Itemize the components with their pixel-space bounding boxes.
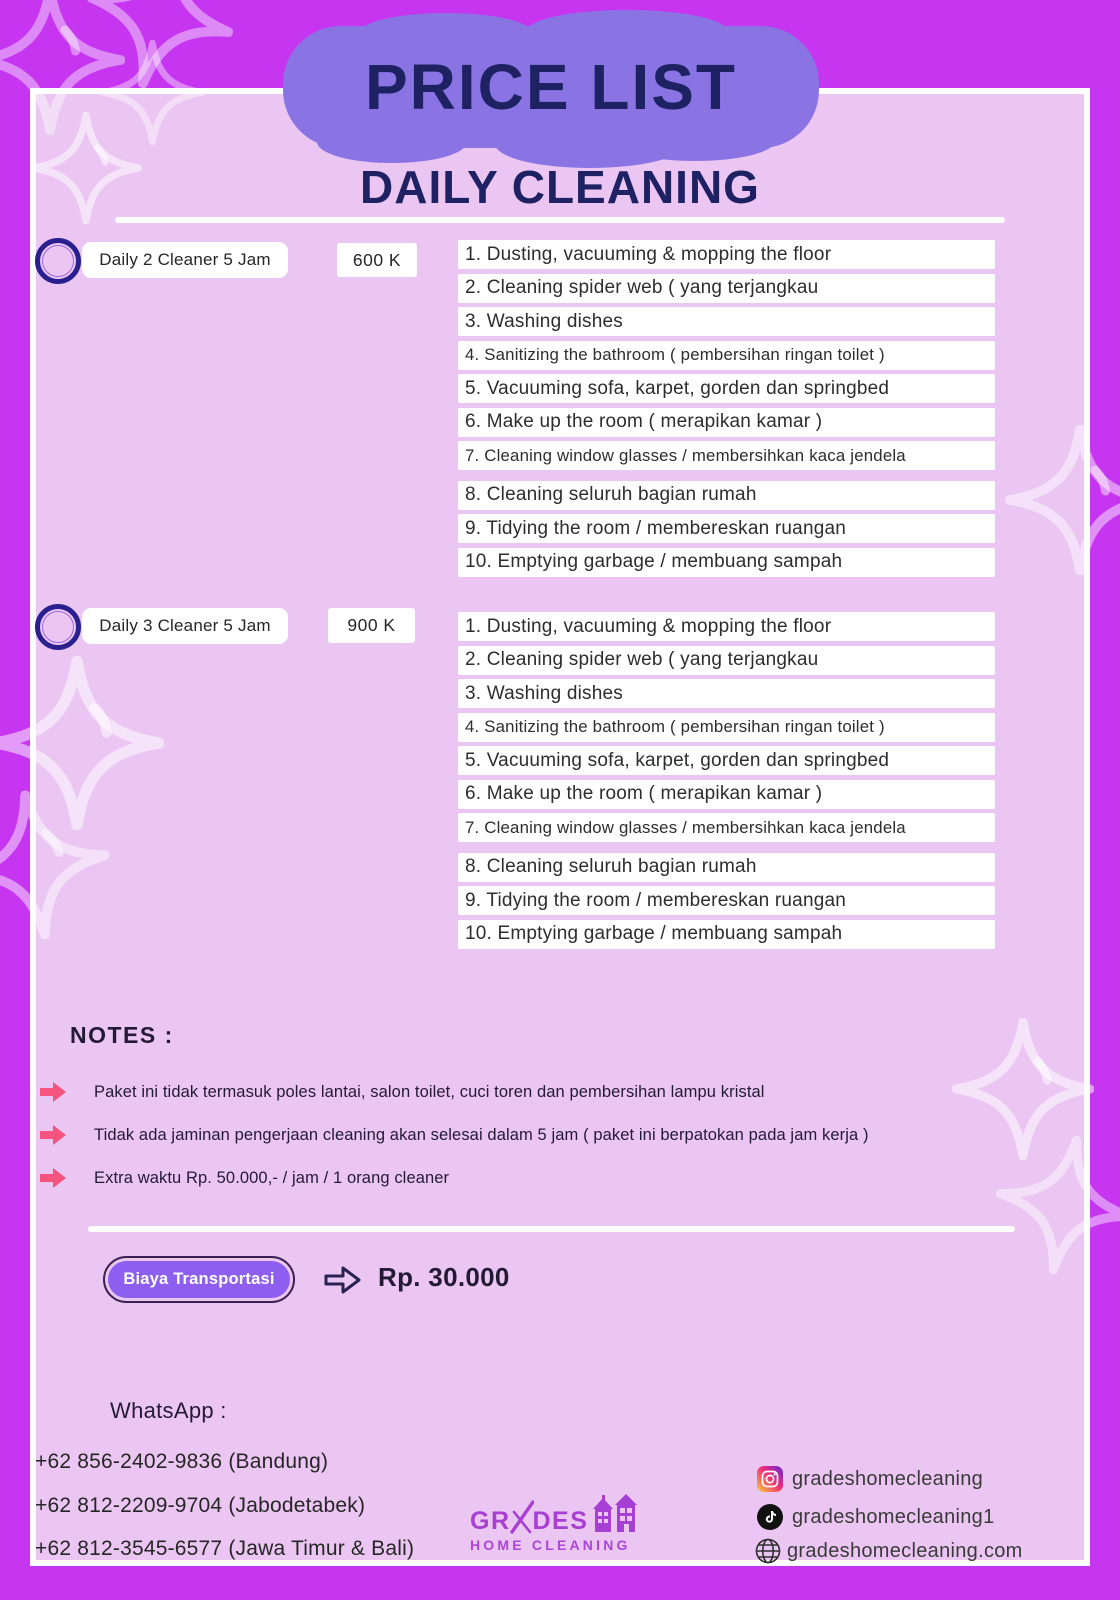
biaya-transportasi-button[interactable]	[103, 1256, 295, 1303]
package-1-bullet-circle	[35, 238, 81, 284]
service-item: 5. Vacuuming sofa, karpet, gorden dan springbed	[458, 746, 995, 775]
note-text: Tidak ada jaminan pengerjaan cleaning akan selesai dalam 5 jam ( paket ini berpatokan pada jam kerja )	[94, 1125, 869, 1144]
note-text: Paket ini tidak termasuk poles lantai, salon toilet, cuci toren dan pembersihan lampu kristal	[94, 1082, 765, 1101]
instagram-handle: gradeshomecleaning	[792, 1467, 984, 1490]
arrow-right-outline-icon	[322, 1262, 364, 1303]
service-item: 9. Tidying the room / membereskan ruangan	[458, 514, 995, 543]
broom-x-icon	[510, 1500, 534, 1534]
service-item: 2. Cleaning spider web ( yang terjangkau	[458, 274, 995, 303]
service-item: 1. Dusting, vacuuming & mopping the floor	[458, 612, 995, 641]
houses-icon	[592, 1494, 638, 1534]
package-2-service-list	[458, 612, 995, 949]
service-item: 10. Emptying garbage / membuang sampah	[458, 920, 995, 949]
note-item	[38, 1123, 869, 1147]
service-item: 10. Emptying garbage / membuang sampah	[458, 548, 995, 577]
social-tiktok[interactable]	[757, 1504, 995, 1530]
service-item: 4. Sanitizing the bathroom ( pembersihan ringan toilet )	[458, 713, 995, 742]
globe-icon	[754, 1537, 782, 1565]
arrow-right-icon	[38, 1080, 68, 1104]
brand-name-right: DES	[532, 1507, 589, 1535]
whatsapp-number[interactable]: +62 856-2402-9836 (Bandung)	[35, 1450, 329, 1473]
brand-logo	[470, 1494, 645, 1553]
website-handle: gradeshomecleaning.com	[787, 1539, 1023, 1562]
note-text: Extra waktu Rp. 50.000,- / jam / 1 orang cleaner	[94, 1168, 450, 1187]
page-subtitle: DAILY CLEANING	[360, 161, 760, 213]
service-item: 7. Cleaning window glasses / membersihkan kaca jendela	[458, 813, 995, 842]
whatsapp-label: WhatsApp :	[110, 1398, 227, 1423]
service-item: 3. Washing dishes	[458, 679, 995, 708]
social-instagram[interactable]	[757, 1466, 983, 1492]
note-item	[38, 1166, 449, 1190]
biaya-transportasi-label: Biaya Transportasi	[123, 1270, 275, 1288]
service-item: 2. Cleaning spider web ( yang terjangkau	[458, 646, 995, 675]
section-divider	[88, 1226, 1015, 1232]
heading-underline	[115, 217, 1005, 223]
service-item: 8. Cleaning seluruh bagian rumah	[458, 481, 995, 510]
package-2-name	[82, 608, 288, 644]
instagram-icon	[757, 1466, 783, 1492]
service-item: 3. Washing dishes	[458, 307, 995, 336]
whatsapp-number[interactable]: +62 812-3545-6577 (Jawa Timur & Bali)	[35, 1537, 415, 1560]
package-2-bullet-circle	[35, 604, 81, 650]
package-2-price-label: 900 K	[347, 615, 396, 635]
service-item: 1. Dusting, vacuuming & mopping the floor	[458, 240, 995, 269]
transport-price: Rp. 30.000	[378, 1262, 510, 1292]
tiktok-icon	[757, 1504, 783, 1530]
package-2-name-label: Daily 3 Cleaner 5 Jam	[99, 616, 271, 635]
service-item: 6. Make up the room ( merapikan kamar )	[458, 408, 995, 437]
package-2-price	[328, 608, 415, 643]
notes-heading: NOTES :	[70, 1022, 174, 1048]
title-blob	[283, 26, 819, 148]
service-item: 6. Make up the room ( merapikan kamar )	[458, 780, 995, 809]
arrow-right-icon	[38, 1166, 68, 1190]
note-item	[38, 1080, 765, 1104]
social-website[interactable]	[754, 1537, 1023, 1565]
package-1-service-list	[458, 240, 995, 577]
package-1-price	[337, 243, 417, 277]
service-item: 5. Vacuuming sofa, karpet, gorden dan springbed	[458, 374, 995, 403]
service-item: 7. Cleaning window glasses / membersihkan kaca jendela	[458, 441, 995, 470]
arrow-right-icon	[38, 1123, 68, 1147]
service-item: 8. Cleaning seluruh bagian rumah	[458, 853, 995, 882]
brand-tagline: HOME CLEANING	[470, 1537, 631, 1553]
package-1-price-label: 600 K	[352, 249, 402, 270]
service-item: 9. Tidying the room / membereskan ruangan	[458, 886, 995, 915]
package-1-name	[82, 242, 288, 278]
tiktok-handle: gradeshomecleaning1	[792, 1505, 995, 1528]
page-title: PRICE LIST	[364, 51, 738, 123]
brand-name-left: GR	[470, 1507, 511, 1535]
whatsapp-number[interactable]: +62 812-2209-9704 (Jabodetabek)	[35, 1494, 366, 1517]
package-1-name-label: Daily 2 Cleaner 5 Jam	[99, 250, 271, 269]
service-item: 4. Sanitizing the bathroom ( pembersihan ringan toilet )	[458, 341, 995, 370]
